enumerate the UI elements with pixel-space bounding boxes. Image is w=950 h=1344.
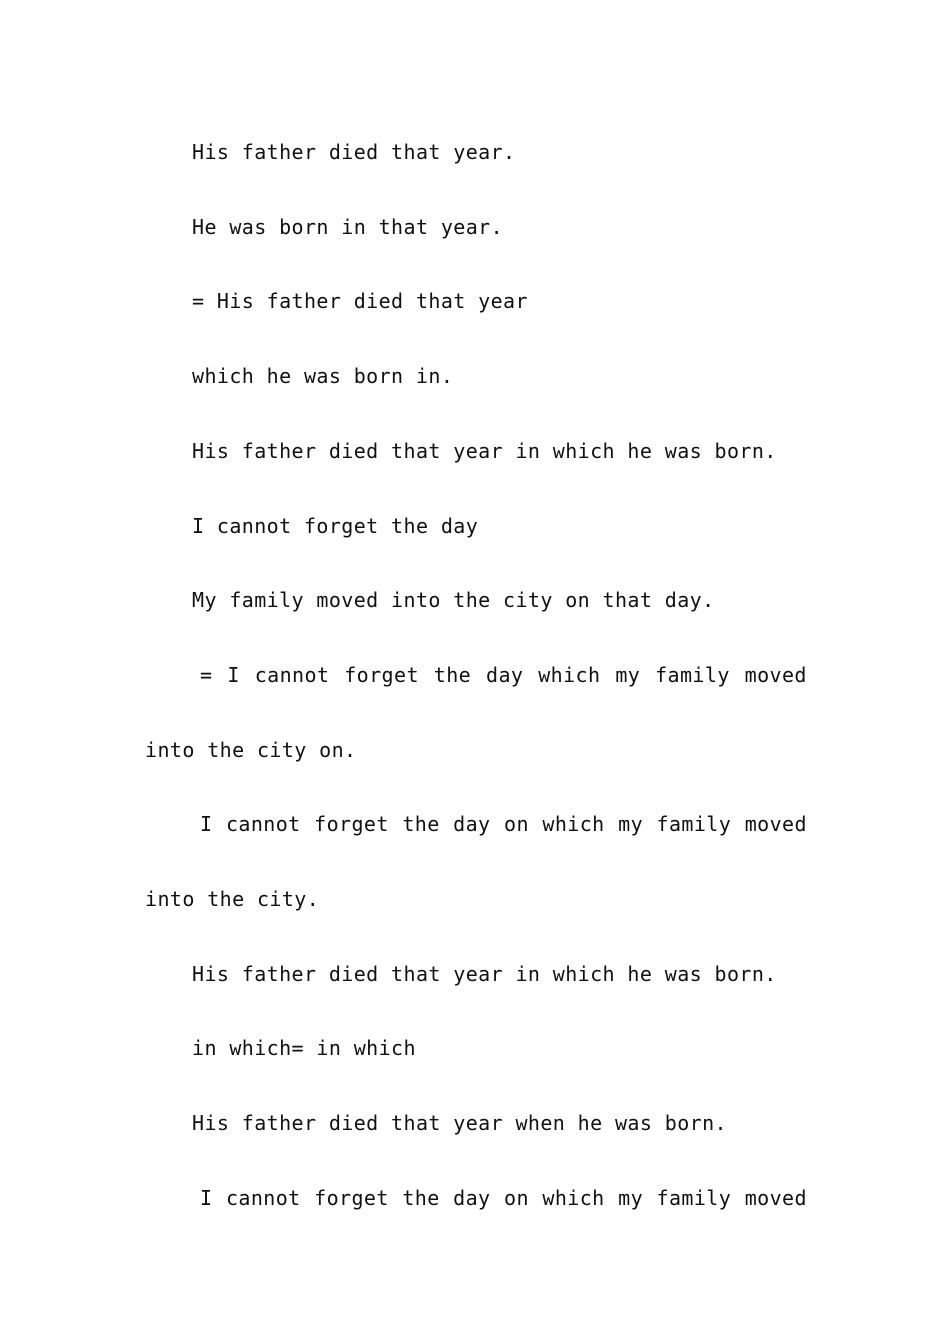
word: on bbox=[504, 812, 529, 836]
word: moved bbox=[744, 663, 807, 687]
text-line: which he was born in. bbox=[192, 364, 454, 388]
word: day bbox=[453, 812, 491, 836]
word: forget bbox=[314, 812, 389, 836]
word: forget bbox=[314, 1186, 389, 1210]
text-line: in which= in which bbox=[192, 1036, 416, 1060]
text-line: into the city. bbox=[145, 887, 320, 911]
text-line: His father died that year when he was born. bbox=[192, 1111, 727, 1135]
word: the bbox=[402, 1186, 440, 1210]
word: forget bbox=[344, 663, 419, 687]
word: my bbox=[618, 1186, 644, 1210]
word: on bbox=[504, 1186, 529, 1210]
word: day bbox=[486, 663, 524, 687]
word: the bbox=[433, 663, 472, 687]
word: which bbox=[542, 1186, 605, 1210]
text-line: His father died that year. bbox=[192, 140, 516, 164]
word: the bbox=[402, 812, 440, 836]
justified-text-line bbox=[145, 809, 807, 839]
justified-text-line bbox=[145, 1183, 807, 1213]
word: which bbox=[542, 812, 605, 836]
text-line: into the city on. bbox=[145, 738, 357, 762]
word: cannot bbox=[225, 812, 301, 836]
word: which bbox=[538, 663, 601, 687]
text-line: = His father died that year bbox=[192, 289, 528, 313]
word: cannot bbox=[225, 1186, 301, 1210]
word: I bbox=[227, 663, 240, 687]
word: moved bbox=[744, 812, 807, 836]
text-line: I cannot forget the day bbox=[192, 514, 479, 538]
text-line: His father died that year in which he was born. bbox=[192, 962, 777, 986]
word: moved bbox=[744, 1186, 807, 1210]
text-line: He was born in that year. bbox=[192, 215, 504, 239]
justified-text-line bbox=[145, 660, 807, 690]
word: I bbox=[200, 1186, 213, 1210]
word: day bbox=[453, 1186, 491, 1210]
word: family bbox=[656, 812, 732, 836]
word: cannot bbox=[254, 663, 330, 687]
word: my bbox=[618, 812, 644, 836]
word: family bbox=[656, 1186, 732, 1210]
word: my bbox=[615, 663, 641, 687]
text-line: His father died that year in which he was born. bbox=[192, 439, 777, 463]
word: = bbox=[200, 663, 213, 687]
word: family bbox=[655, 663, 730, 687]
text-line: My family moved into the city on that day. bbox=[192, 588, 715, 612]
word: I bbox=[200, 812, 213, 836]
